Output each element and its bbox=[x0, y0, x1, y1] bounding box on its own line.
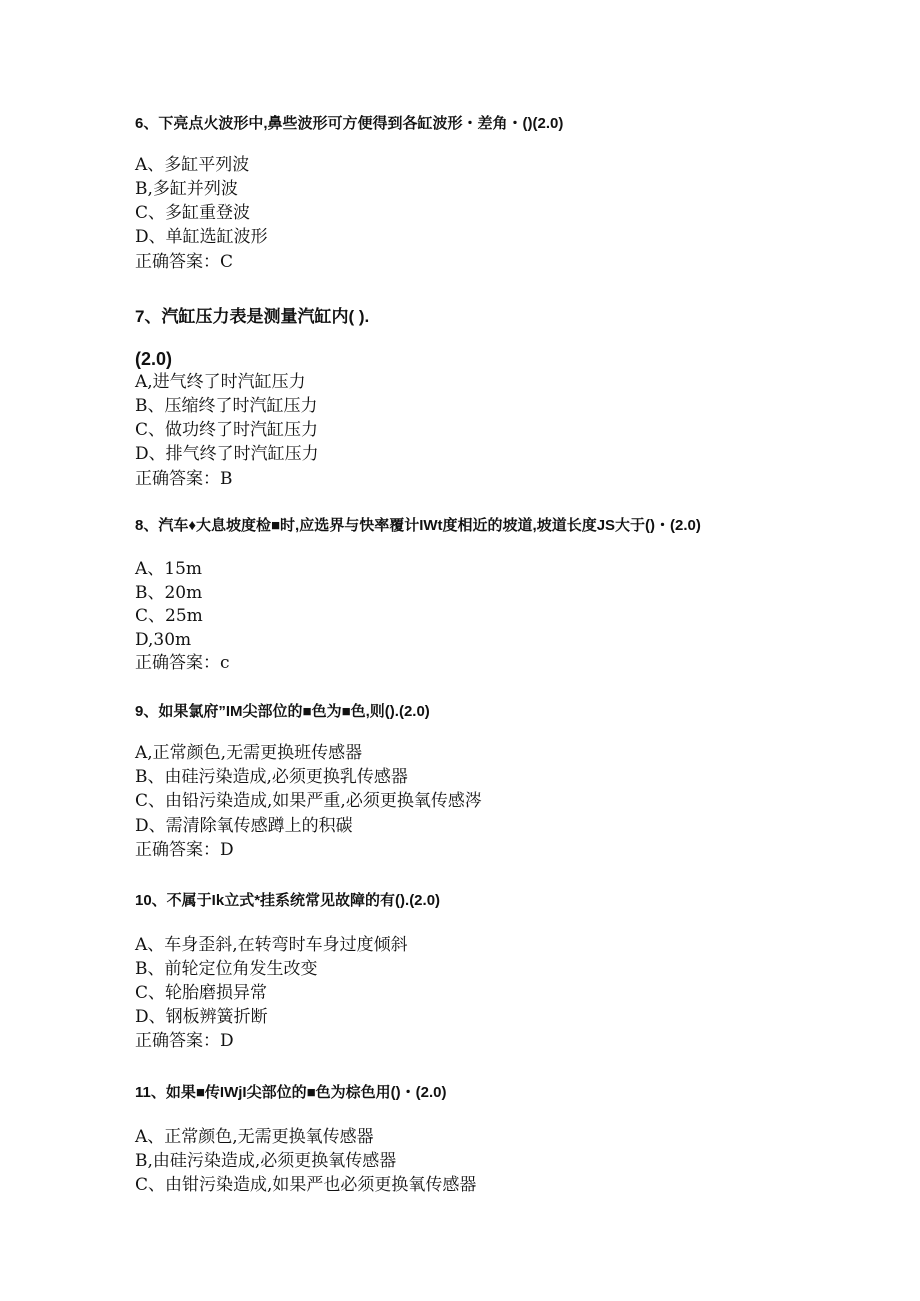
question-9-option-d: D、需清除氧传感蹲上的积碳 bbox=[135, 816, 353, 836]
question-8-answer: 正确答案：c bbox=[135, 653, 230, 673]
question-6-title: 6、下亮点火波形中,鼻些波形可方便得到各缸波形・差角・()(2.0) bbox=[135, 115, 564, 132]
question-7-title: 7、汽缸压力表是测量汽缸内( ). bbox=[135, 307, 370, 326]
question-10-option-d: D、钢板辨簧折断 bbox=[135, 1007, 268, 1027]
question-10-answer: 正确答案：D bbox=[135, 1031, 234, 1051]
question-6-option-c: C、多缸重登波 bbox=[135, 203, 251, 223]
question-10-option-a: A、车身歪斜,在转弯时车身过度倾斜 bbox=[135, 935, 408, 955]
question-8-option-d: D,30m bbox=[135, 630, 192, 650]
question-6-option-b: B,多缸并列波 bbox=[135, 179, 238, 199]
question-8-option-a: A、15m bbox=[135, 559, 203, 579]
question-8-option-c: C、25m bbox=[135, 606, 203, 626]
question-7-option-a: A,进气终了时汽缸压力 bbox=[135, 372, 306, 392]
question-9-title: 9、如果氯府”IM尖部位的■色为■色,则().(2.0) bbox=[135, 703, 430, 720]
question-11-title: 11、如果■传IWjI尖部位的■色为棕色用()・(2.0) bbox=[135, 1084, 447, 1101]
question-8-title: 8、汽车♦大息坡度检■时,应选界与快率覆计IWt度相近的坡道,坡道长度JS大于()・(2.0) bbox=[135, 517, 701, 534]
question-9-option-c: C、由铅污染造成,如果严重,必须更换氧传感涔 bbox=[135, 791, 482, 811]
question-10-title: 10、不属于Ik立式*挂系统常见故障的有().(2.0) bbox=[135, 892, 441, 909]
question-9-answer: 正确答案：D bbox=[135, 840, 234, 860]
question-6-option-d: D、单缸选缸波形 bbox=[135, 227, 268, 247]
question-7-option-c: C、做功终了时汽缸压力 bbox=[135, 420, 319, 440]
question-7-answer: 正确答案：B bbox=[135, 469, 233, 489]
question-11-option-a: A、正常颜色,无需更换氧传感器 bbox=[135, 1127, 374, 1147]
question-7-option-d: D、排气终了时汽缸压力 bbox=[135, 444, 319, 464]
question-7-option-b: B、压缩终了时汽缸压力 bbox=[135, 396, 318, 416]
question-6-answer: 正确答案：C bbox=[135, 252, 234, 272]
question-7-score: (2.0) bbox=[135, 349, 173, 369]
question-11-option-c: C、由钳污染造成,如果严也必须更换氧传感器 bbox=[135, 1175, 477, 1195]
question-6-option-a: A、多缸平列波 bbox=[135, 155, 250, 175]
question-9-option-b: B、由硅污染造成,必须更换乳传感器 bbox=[135, 767, 408, 787]
question-11-option-b: B,由硅污染造成,必须更换氧传感器 bbox=[135, 1151, 397, 1171]
question-10-option-b: B、前轮定位角发生改变 bbox=[135, 959, 318, 979]
question-10-option-c: C、轮胎磨损异常 bbox=[135, 983, 268, 1003]
question-8-option-b: B、20m bbox=[135, 583, 203, 603]
question-9-option-a: A,正常颜色,无需更换班传感器 bbox=[135, 743, 363, 763]
